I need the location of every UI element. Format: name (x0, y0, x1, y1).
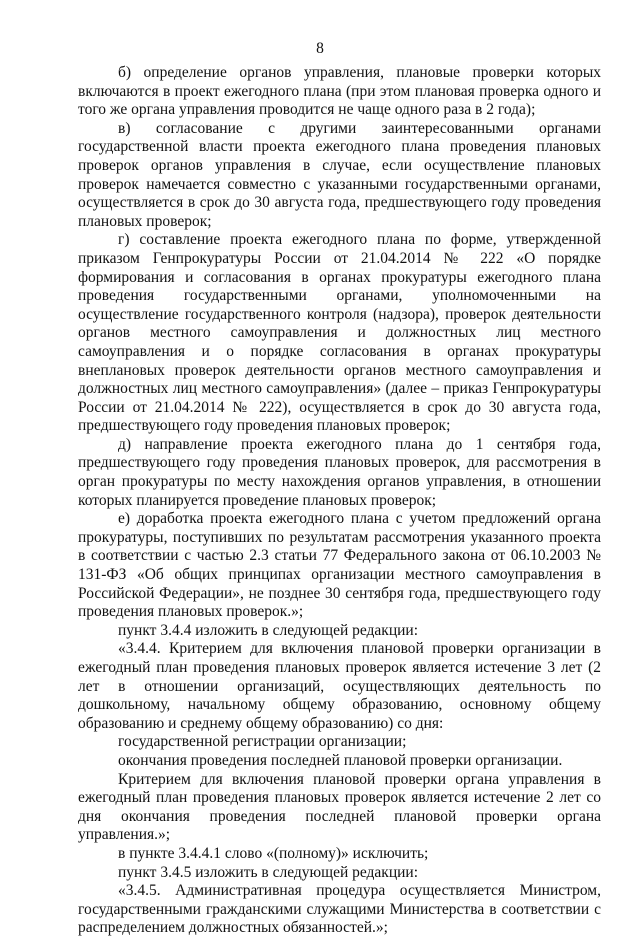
paragraph-3-4-5: «3.4.5. Административная процедура осуществляется Министром, государственными гражданскими служащими Министерства в соответствии с распределением должностных обязанностей.»; (78, 882, 601, 937)
paragraph-instruction-3-4-4: пункт 3.4.4 изложить в следующей редакции: (118, 621, 419, 639)
paragraph-v: в) согласование с другими заинтересованными органами государственной власти проекта ежегодного плана проведения плановых проверок органов управления в случае, если осуществление плановых проверок намечается совместно с указанными государственными органами, осуществляется в срок до 30 августа года, предшествующего году проведения плановых проверок; (78, 119, 601, 230)
paragraph-e: е) доработка проекта ежегодного плана с учетом предложений органа прокуратуры, поступивших по результатам рассмотрения указанного проекта в соответствии с частью 2.3 статьи 77 Федерального закона от 06.10.2003 № 131-ФЗ «Об общих принципах организации местного самоуправления в Российской Федерации», не позднее 30 сентября года, предшествующего году проведения плановых проверок.»; (78, 510, 601, 621)
document-body (78, 64, 601, 938)
paragraph-3-4-4: «3.4.4. Критерием для включения плановой проверки организации в ежегодный план проведения плановых проверок является истечение 3 лет (2 лет в отношении организаций, осуществляющих деятельность по дошкольному, начальному общему образованию, основному общему образованию и среднему общему образованию) со дня: (78, 640, 601, 732)
page-number: 8 (316, 40, 324, 57)
paragraph-d: д) направление проекта ежегодного плана до 1 сентября года, предшествующего году проведения плановых проверок, для рассмотрения в орган прокуратуры по месту нахождения органов управления, в отношении которых планируется проведение плановых проверок; (78, 435, 601, 509)
paragraph-registration: государственной регистрации организации; (118, 733, 407, 751)
paragraph-g: г) составление проекта ежегодного плана по форме, утвержденной приказом Генпрокуратуры России от 21.04.2014 № 222 «О порядке формирования и согласования в органах прокуратуры ежегодного плана проведения государственными органами, уполномоченными на осуществление государственного контроля (надзора), проверок деятельности органов местного самоуправления и должностных лиц местного самоуправления и о порядке согласования в органах прокуратуры внеплановых проверок деятельности органов местного самоуправления и должностных лиц местного самоуправления» (далее – приказ Генпрокуратуры России от 21.04.2014 № 222), осуществляется в срок до 30 августа года, предшествующего году проведения плановых проверок; (78, 231, 601, 435)
paragraph-last-inspection: окончания проведения последней плановой проверки организации. (118, 751, 563, 769)
paragraph-criterion-authority: Критерием для включения плановой проверки органа управления в ежегодный план проведения плановых проверок является истечение 2 лет со дня окончания проведения последней плановой проверки органа управления.»; (78, 770, 601, 844)
paragraph-instruction-3-4-5: пункт 3.4.5 изложить в следующей редакции: (118, 863, 419, 881)
paragraph-instruction-3-4-4-1: в пункте 3.4.4.1 слово «(полному)» исключить; (118, 844, 429, 862)
paragraph-b: б) определение органов управления, плановые проверки которых включаются в проект ежегодного плана (при этом плановая проверка одного и того же органа управления проводится не чаще одного раза в 2 года); (78, 64, 601, 119)
